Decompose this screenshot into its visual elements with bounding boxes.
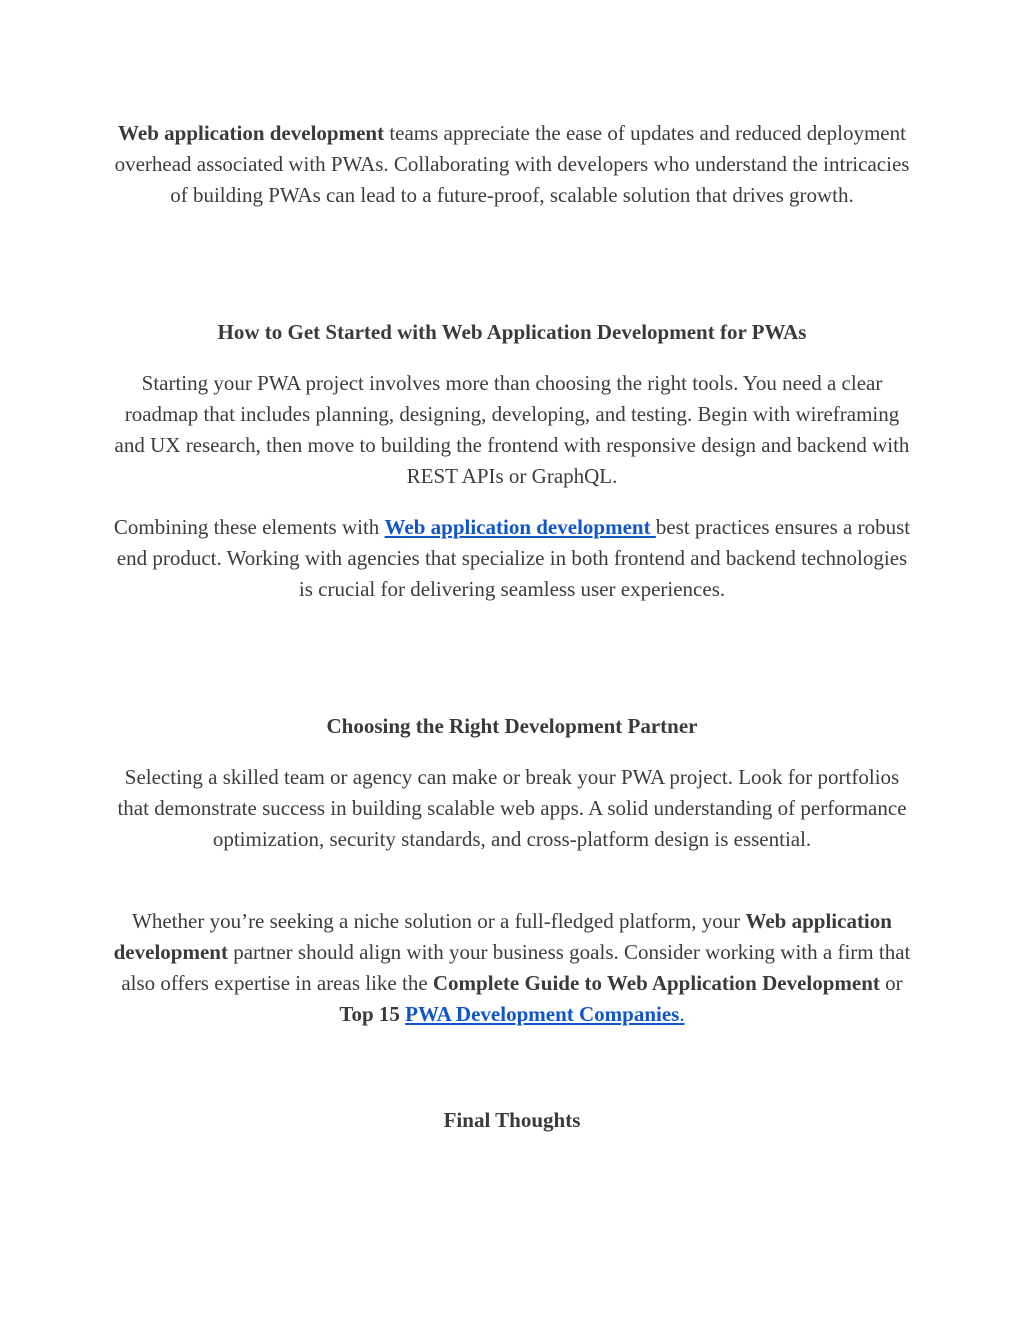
bold-term: Top 15 [339, 1002, 406, 1026]
section-heading-final-thoughts: Final Thoughts [443, 1108, 581, 1132]
para-text: Whether you’re seeking a niche solution or a full-fledged platform, your [132, 909, 746, 933]
para-text: partner should align with your business goals. Consider working with a firm that also offers expertise in areas like the [121, 940, 911, 995]
bold-term: Complete Guide to Web Application Development [432, 971, 880, 995]
intro-lead-bold: Web application development [118, 121, 385, 145]
pwa-companies-link[interactable]: PWA Development Companies [405, 1002, 680, 1026]
partner-paragraph-1: Selecting a skilled team or agency can make or break your PWA project. Look for portfolios that demonstrate success in building scalable web apps. A solid understanding of performance optimization, security standards, and cross-platform design is essential. [117, 765, 907, 851]
web-app-dev-link[interactable]: Web application development [384, 515, 656, 539]
intro-paragraph [112, 118, 912, 211]
bold-term: Web application development [113, 909, 892, 964]
get-started-paragraph-2 [112, 512, 912, 605]
intro-text: teams appreciate the ease of updates and reduced deployment overhead associated with PWAs. Collaborating with developers who understand the intricacies of building PWAs can lead to a future-proof, scalable solution that drives growth. [114, 121, 910, 207]
para-text: or [879, 971, 903, 995]
para-text: Combining these elements with [113, 515, 385, 539]
partner-paragraph-2 [112, 906, 912, 1030]
section-heading-get-started: How to Get Started with Web Application Development for PWAs [217, 320, 807, 344]
link-period: . [679, 1002, 685, 1026]
section-heading-partner: Choosing the Right Development Partner [326, 714, 698, 738]
get-started-paragraph-1: Starting your PWA project involves more than choosing the right tools. You need a clear roadmap that includes planning, designing, developing, and testing. Begin with wireframing and UX research, then move to building the frontend with responsive design and backend with REST APIs or GraphQL. [114, 371, 910, 488]
para-text: best practices ensures a robust end product. Working with agencies that specialize in both frontend and backend technologies is crucial for delivering seamless user experiences. [116, 515, 911, 601]
